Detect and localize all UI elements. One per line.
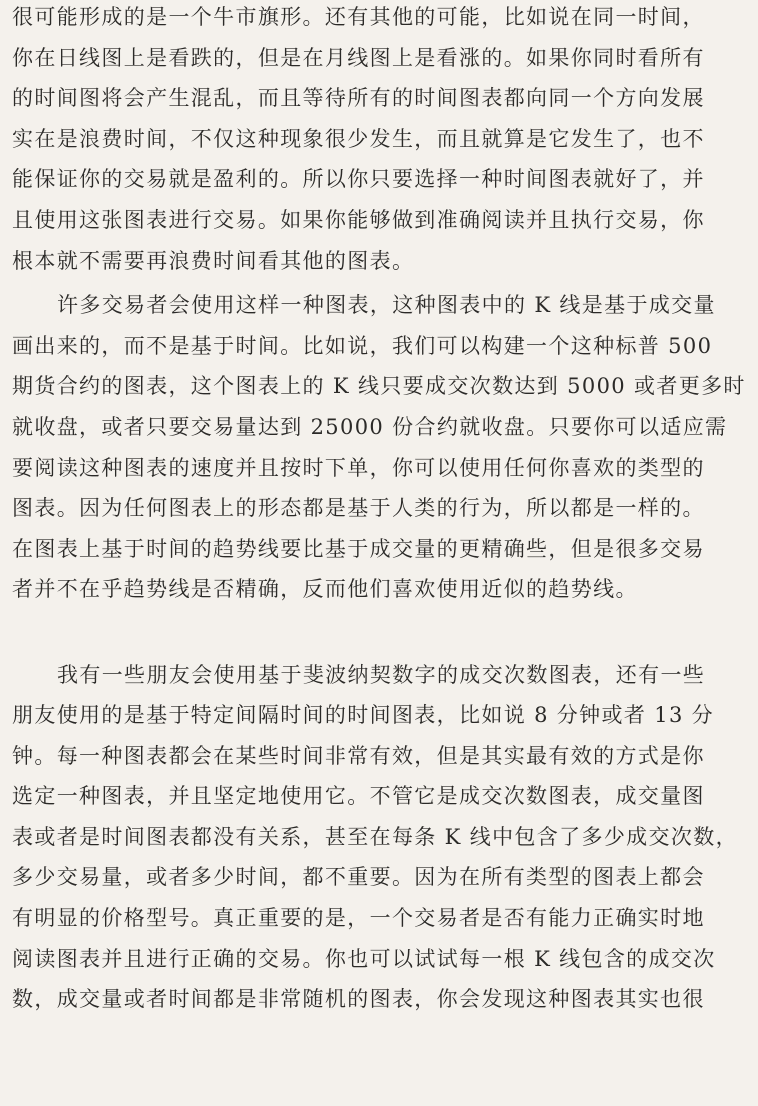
text-line: 数，成交量或者时间都是非常随机的图表，你会发现这种图表其实也很 <box>12 987 705 1012</box>
paragraph-3 <box>12 655 752 1020</box>
text-line: 期货合约的图表，这个图表上的 K 线只要成交次数达到 5000 或者更多时 <box>12 374 746 399</box>
text-line: 的时间图将会产生混乱，而且等待所有的时间图表都向同一个方向发展 <box>12 86 705 111</box>
text-line <box>12 610 752 651</box>
text-line: 朋友使用的是基于特定间隔时间的时间图表，比如说 8 分钟或者 13 分 <box>12 703 715 728</box>
text-line: 图表。因为任何图表上的形态都是基于人类的行为，所以都是一样的。 <box>12 496 705 521</box>
text-line: 表或者是时间图表都没有关系，甚至在每条 K 线中包含了多少成交次数， <box>12 824 738 849</box>
text-line: 且使用这张图表进行交易。如果你能够做到准确阅读并且执行交易，你 <box>12 207 705 232</box>
text-line: 许多交易者会使用这样一种图表，这种图表中的 K 线是基于成交量 <box>57 293 716 318</box>
text-line: 有明显的价格型号。真正重要的是，一个交易者是否有能力正确实时地 <box>12 906 705 931</box>
text-line: 根本就不需要再浪费时间看其他的图表。 <box>12 248 415 273</box>
text-line: 能保证你的交易就是盈利的。所以你只要选择一种时间图表就好了，并 <box>12 167 705 192</box>
text-line: 者并不在乎趋势线是否精确，反而他们喜欢使用近似的趋势线。 <box>12 577 638 602</box>
text-line: 我有一些朋友会使用基于斐波纳契数字的成交次数图表，还有一些 <box>57 662 706 687</box>
text-line: 就收盘，或者只要交易量达到 25000 份合约就收盘。只要你可以适应需 <box>12 414 728 439</box>
text-line: 你在日线图上是看跌的，但是在月线图上是看涨的。如果你同时看所有 <box>12 45 705 70</box>
text-line: 选定一种图表，并且坚定地使用它。不管它是成交次数图表，成交量图 <box>12 784 705 809</box>
paragraph-1 <box>12 0 752 281</box>
text-line: 画出来的，而不是基于时间。比如说，我们可以构建一个这种标普 500 <box>12 333 713 358</box>
text-line: 实在是浪费时间，不仅这种现象很少发生，而且就算是它发生了，也不 <box>12 126 705 151</box>
text-line: 在图表上基于时间的趋势线要比基于成交量的更精确些，但是很多交易 <box>12 536 705 561</box>
text-line: 阅读图表并且进行正确的交易。你也可以试试每一根 K 线包含的成交次 <box>12 946 716 971</box>
text-line: 要阅读这种图表的速度并且按时下单，你可以使用任何你喜欢的类型的 <box>12 455 705 480</box>
text-line: 钟。每一种图表都会在某些时间非常有效，但是其实最有效的方式是你 <box>12 743 705 768</box>
text-line: 多少交易量，或者多少时间，都不重要。因为在所有类型的图表上都会 <box>12 865 705 890</box>
text-line: 很可能形成的是一个牛市旗形。还有其他的可能，比如说在同一时间， <box>12 5 705 29</box>
paragraph-2 <box>12 285 752 650</box>
